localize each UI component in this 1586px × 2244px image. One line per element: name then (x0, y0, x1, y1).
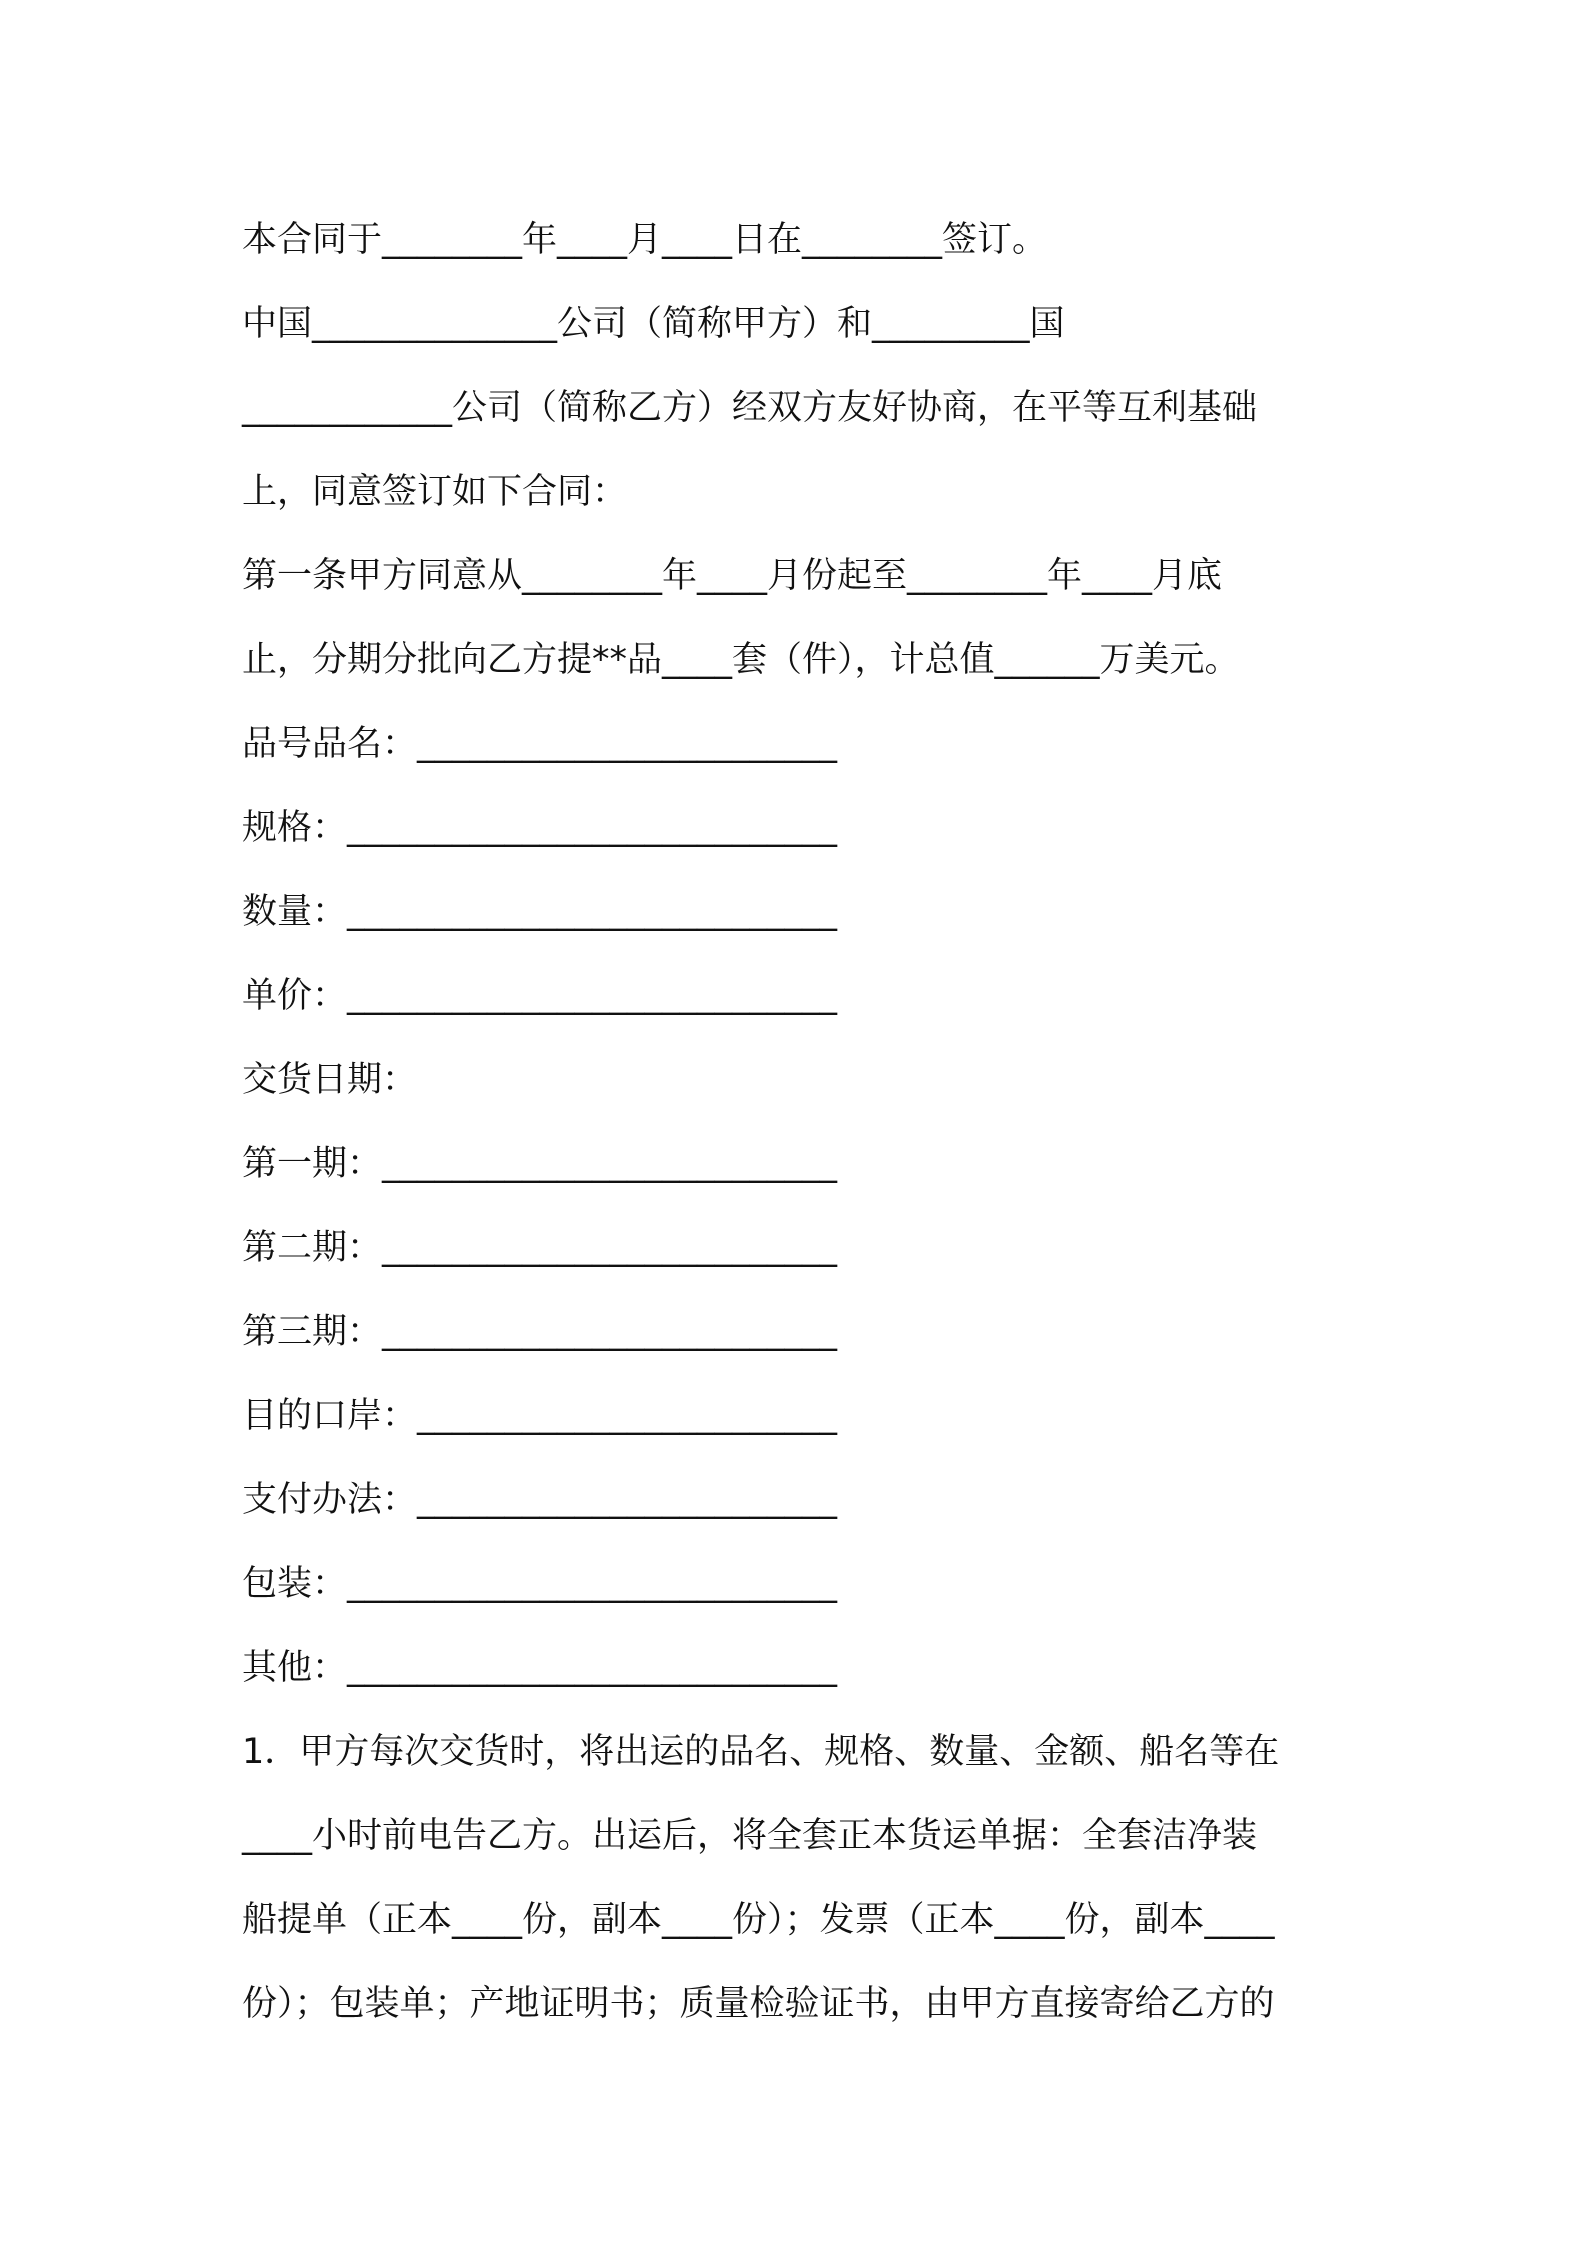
field-specification: 规格：____________________________ (242, 808, 838, 848)
field-delivery-date-heading: 交货日期： (242, 1060, 418, 1100)
clause-one-line-3: 船提单（正本____份，副本____份）；发票（正本____份，副本____ (242, 1900, 1275, 1940)
field-product-name: 品号品名：________________________ (242, 724, 838, 764)
field-quantity: 数量：____________________________ (242, 892, 838, 932)
contract-line-party-a: 中国______________公司（简称甲方）和_________国 (242, 304, 1065, 344)
contract-line-signing-date: 本合同于________年____月____日在________签订。 (242, 220, 1048, 260)
contract-body (242, 198, 1362, 2046)
article-one-line-2: 止，分期分批向乙方提**品____套（件），计总值______万美元。 (242, 640, 1240, 680)
contract-line-party-b: ____________公司（简称乙方）经双方友好协商，在平等互利基础 (242, 388, 1258, 428)
field-payment-method: 支付办法：________________________ (242, 1480, 838, 1520)
contract-line-agreement: 上，同意签订如下合同： (242, 472, 628, 512)
field-phase-three: 第三期：__________________________ (242, 1312, 838, 1352)
field-other: 其他：____________________________ (242, 1648, 838, 1688)
clause-one-line-4: 份）；包装单；产地证明书；质量检验证书，由甲方直接寄给乙方的 (242, 1984, 1275, 2024)
field-packing: 包装：____________________________ (242, 1564, 838, 1604)
clause-one-line-1: 1．甲方每次交货时，将出运的品名、规格、数量、金额、船名等在 (242, 1732, 1280, 1772)
field-unit-price: 单价：____________________________ (242, 976, 838, 1016)
article-one-line-1: 第一条甲方同意从________年____月份起至________年____月底 (242, 556, 1223, 596)
field-destination-port: 目的口岸：________________________ (242, 1396, 838, 1436)
clause-one-line-2: ____小时前电告乙方。出运后，将全套正本货运单据：全套洁净装 (242, 1816, 1258, 1856)
field-phase-two: 第二期：__________________________ (242, 1228, 838, 1268)
field-phase-one: 第一期：__________________________ (242, 1144, 838, 1184)
